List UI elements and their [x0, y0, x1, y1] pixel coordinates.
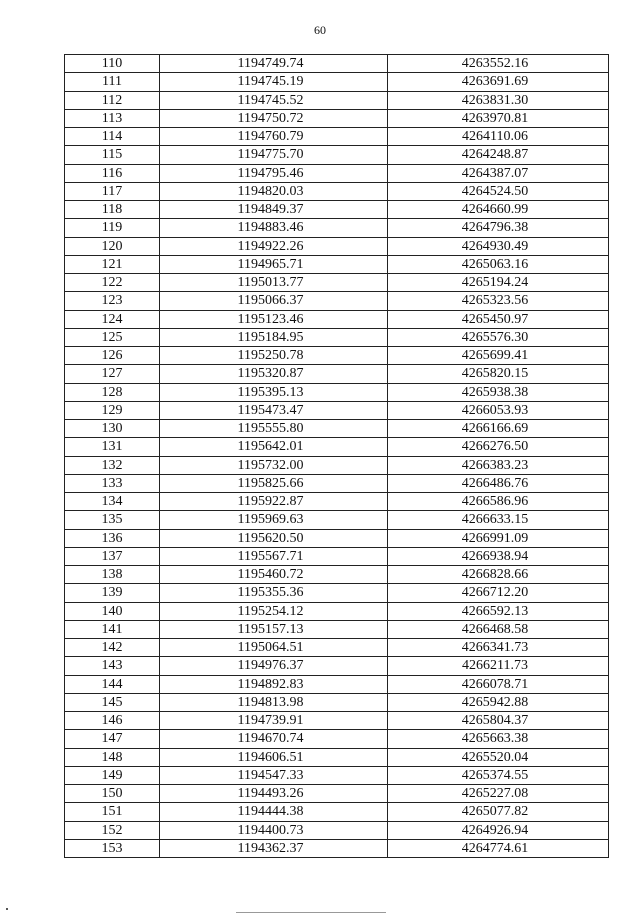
table-row: [65, 566, 609, 584]
y-coordinate-cell: 4264660.99: [388, 201, 609, 219]
point-number-cell: 126: [65, 347, 160, 365]
x-coordinate-cell: 1195013.77: [160, 274, 388, 292]
table-row: [65, 182, 609, 200]
point-number-cell: 121: [65, 255, 160, 273]
table-row: [65, 55, 609, 73]
point-number-cell: 151: [65, 803, 160, 821]
y-coordinate-cell: 4265194.24: [388, 274, 609, 292]
y-coordinate-cell: 4263831.30: [388, 91, 609, 109]
point-number-cell: 142: [65, 639, 160, 657]
table-row: [65, 328, 609, 346]
table-row: [65, 766, 609, 784]
table-row: [65, 639, 609, 657]
x-coordinate-cell: 1195066.37: [160, 292, 388, 310]
point-number-cell: 134: [65, 493, 160, 511]
table-row: [65, 693, 609, 711]
x-coordinate-cell: 1195250.78: [160, 347, 388, 365]
point-number-cell: 124: [65, 310, 160, 328]
table-row: [65, 219, 609, 237]
y-coordinate-cell: 4265450.97: [388, 310, 609, 328]
x-coordinate-cell: 1194745.19: [160, 73, 388, 91]
point-number-cell: 123: [65, 292, 160, 310]
y-coordinate-cell: 4265077.82: [388, 803, 609, 821]
x-coordinate-cell: 1194745.52: [160, 91, 388, 109]
table-row: [65, 803, 609, 821]
point-number-cell: 146: [65, 712, 160, 730]
x-coordinate-cell: 1195922.87: [160, 493, 388, 511]
point-number-cell: 135: [65, 511, 160, 529]
table-row: [65, 164, 609, 182]
point-number-cell: 137: [65, 547, 160, 565]
point-number-cell: 112: [65, 91, 160, 109]
table-row: [65, 785, 609, 803]
table-row: [65, 401, 609, 419]
y-coordinate-cell: 4264248.87: [388, 146, 609, 164]
point-number-cell: 144: [65, 675, 160, 693]
point-number-cell: 145: [65, 693, 160, 711]
point-number-cell: 129: [65, 401, 160, 419]
table-row: [65, 547, 609, 565]
point-number-cell: 143: [65, 657, 160, 675]
point-number-cell: 150: [65, 785, 160, 803]
y-coordinate-cell: 4265520.04: [388, 748, 609, 766]
y-coordinate-cell: 4264930.49: [388, 237, 609, 255]
x-coordinate-cell: 1195460.72: [160, 566, 388, 584]
y-coordinate-cell: 4265942.88: [388, 693, 609, 711]
table-row: [65, 602, 609, 620]
table-row: [65, 292, 609, 310]
table-row: [65, 511, 609, 529]
table-row: [65, 91, 609, 109]
x-coordinate-cell: 1195555.80: [160, 420, 388, 438]
x-coordinate-cell: 1194444.38: [160, 803, 388, 821]
table-body: [65, 55, 609, 858]
y-coordinate-cell: 4265804.37: [388, 712, 609, 730]
y-coordinate-cell: 4265820.15: [388, 365, 609, 383]
table-row: [65, 420, 609, 438]
x-coordinate-cell: 1195567.71: [160, 547, 388, 565]
x-coordinate-cell: 1194775.70: [160, 146, 388, 164]
x-coordinate-cell: 1195395.13: [160, 383, 388, 401]
point-number-cell: 127: [65, 365, 160, 383]
y-coordinate-cell: 4266078.71: [388, 675, 609, 693]
y-coordinate-cell: 4266712.20: [388, 584, 609, 602]
x-coordinate-cell: 1195825.66: [160, 474, 388, 492]
x-coordinate-cell: 1194813.98: [160, 693, 388, 711]
table-row: [65, 730, 609, 748]
point-number-cell: 138: [65, 566, 160, 584]
x-coordinate-cell: 1195355.36: [160, 584, 388, 602]
y-coordinate-cell: 4266053.93: [388, 401, 609, 419]
point-number-cell: 131: [65, 438, 160, 456]
x-coordinate-cell: 1194883.46: [160, 219, 388, 237]
x-coordinate-cell: 1195473.47: [160, 401, 388, 419]
point-number-cell: 125: [65, 328, 160, 346]
x-coordinate-cell: 1195642.01: [160, 438, 388, 456]
table-row: [65, 255, 609, 273]
point-number-cell: 153: [65, 839, 160, 857]
x-coordinate-cell: 1195064.51: [160, 639, 388, 657]
x-coordinate-cell: 1195620.50: [160, 529, 388, 547]
table-row: [65, 347, 609, 365]
point-number-cell: 141: [65, 620, 160, 638]
point-number-cell: 148: [65, 748, 160, 766]
y-coordinate-cell: 4263552.16: [388, 55, 609, 73]
table-row: [65, 529, 609, 547]
point-number-cell: 132: [65, 456, 160, 474]
x-coordinate-cell: 1194749.74: [160, 55, 388, 73]
y-coordinate-cell: 4263970.81: [388, 109, 609, 127]
table-row: [65, 383, 609, 401]
table-row: [65, 620, 609, 638]
x-coordinate-cell: 1194493.26: [160, 785, 388, 803]
point-number-cell: 117: [65, 182, 160, 200]
table-row: [65, 438, 609, 456]
table-row: [65, 712, 609, 730]
point-number-cell: 136: [65, 529, 160, 547]
point-number-cell: 128: [65, 383, 160, 401]
point-number-cell: 139: [65, 584, 160, 602]
point-number-cell: 116: [65, 164, 160, 182]
x-coordinate-cell: 1194976.37: [160, 657, 388, 675]
x-coordinate-cell: 1194892.83: [160, 675, 388, 693]
point-number-cell: 149: [65, 766, 160, 784]
point-number-cell: 111: [65, 73, 160, 91]
y-coordinate-cell: 4265063.16: [388, 255, 609, 273]
x-coordinate-cell: 1194965.71: [160, 255, 388, 273]
x-coordinate-cell: 1194670.74: [160, 730, 388, 748]
table-row: [65, 73, 609, 91]
y-coordinate-cell: 4266166.69: [388, 420, 609, 438]
x-coordinate-cell: 1195157.13: [160, 620, 388, 638]
y-coordinate-cell: 4264926.94: [388, 821, 609, 839]
table-row: [65, 584, 609, 602]
table-row: [65, 310, 609, 328]
point-number-cell: 120: [65, 237, 160, 255]
table-row: [65, 274, 609, 292]
x-coordinate-cell: 1195123.46: [160, 310, 388, 328]
x-coordinate-cell: 1194606.51: [160, 748, 388, 766]
table-row: [65, 821, 609, 839]
x-coordinate-cell: 1195184.95: [160, 328, 388, 346]
point-number-cell: 133: [65, 474, 160, 492]
y-coordinate-cell: 4264796.38: [388, 219, 609, 237]
table-row: [65, 237, 609, 255]
x-coordinate-cell: 1195732.00: [160, 456, 388, 474]
footer-rule: [236, 912, 386, 913]
y-coordinate-cell: 4266383.23: [388, 456, 609, 474]
y-coordinate-cell: 4264524.50: [388, 182, 609, 200]
table-row: [65, 748, 609, 766]
point-number-cell: 113: [65, 109, 160, 127]
y-coordinate-cell: 4266828.66: [388, 566, 609, 584]
x-coordinate-cell: 1194820.03: [160, 182, 388, 200]
point-number-cell: 122: [65, 274, 160, 292]
y-coordinate-cell: 4265699.41: [388, 347, 609, 365]
table-row: [65, 456, 609, 474]
point-number-cell: 140: [65, 602, 160, 620]
y-coordinate-cell: 4266938.94: [388, 547, 609, 565]
table-row: [65, 201, 609, 219]
x-coordinate-cell: 1194849.37: [160, 201, 388, 219]
y-coordinate-cell: 4266211.73: [388, 657, 609, 675]
y-coordinate-cell: 4264387.07: [388, 164, 609, 182]
y-coordinate-cell: 4264774.61: [388, 839, 609, 857]
x-coordinate-cell: 1194739.91: [160, 712, 388, 730]
x-coordinate-cell: 1194362.37: [160, 839, 388, 857]
y-coordinate-cell: 4266486.76: [388, 474, 609, 492]
table-row: [65, 365, 609, 383]
table-row: [65, 146, 609, 164]
y-coordinate-cell: 4266633.15: [388, 511, 609, 529]
y-coordinate-cell: 4265227.08: [388, 785, 609, 803]
table-row: [65, 109, 609, 127]
y-coordinate-cell: 4265374.55: [388, 766, 609, 784]
x-coordinate-cell: 1194750.72: [160, 109, 388, 127]
y-coordinate-cell: 4265938.38: [388, 383, 609, 401]
point-number-cell: 118: [65, 201, 160, 219]
scan-mark: [6, 908, 8, 910]
y-coordinate-cell: 4266468.58: [388, 620, 609, 638]
point-number-cell: 152: [65, 821, 160, 839]
y-coordinate-cell: 4265576.30: [388, 328, 609, 346]
point-number-cell: 147: [65, 730, 160, 748]
y-coordinate-cell: 4266991.09: [388, 529, 609, 547]
x-coordinate-cell: 1194922.26: [160, 237, 388, 255]
y-coordinate-cell: 4266592.13: [388, 602, 609, 620]
table-row: [65, 675, 609, 693]
y-coordinate-cell: 4265663.38: [388, 730, 609, 748]
x-coordinate-cell: 1195320.87: [160, 365, 388, 383]
x-coordinate-cell: 1194760.79: [160, 128, 388, 146]
point-number-cell: 110: [65, 55, 160, 73]
point-number-cell: 115: [65, 146, 160, 164]
table-row: [65, 493, 609, 511]
x-coordinate-cell: 1195969.63: [160, 511, 388, 529]
y-coordinate-cell: 4264110.06: [388, 128, 609, 146]
page-number: 60: [314, 23, 326, 37]
point-number-cell: 119: [65, 219, 160, 237]
x-coordinate-cell: 1195254.12: [160, 602, 388, 620]
table-row: [65, 657, 609, 675]
y-coordinate-cell: 4266586.96: [388, 493, 609, 511]
table-row: [65, 128, 609, 146]
x-coordinate-cell: 1194400.73: [160, 821, 388, 839]
x-coordinate-cell: 1194547.33: [160, 766, 388, 784]
x-coordinate-cell: 1194795.46: [160, 164, 388, 182]
y-coordinate-cell: 4266276.50: [388, 438, 609, 456]
coordinates-table: [64, 54, 609, 858]
y-coordinate-cell: 4266341.73: [388, 639, 609, 657]
y-coordinate-cell: 4263691.69: [388, 73, 609, 91]
y-coordinate-cell: 4265323.56: [388, 292, 609, 310]
table-row: [65, 474, 609, 492]
point-number-cell: 130: [65, 420, 160, 438]
point-number-cell: 114: [65, 128, 160, 146]
table-row: [65, 839, 609, 857]
